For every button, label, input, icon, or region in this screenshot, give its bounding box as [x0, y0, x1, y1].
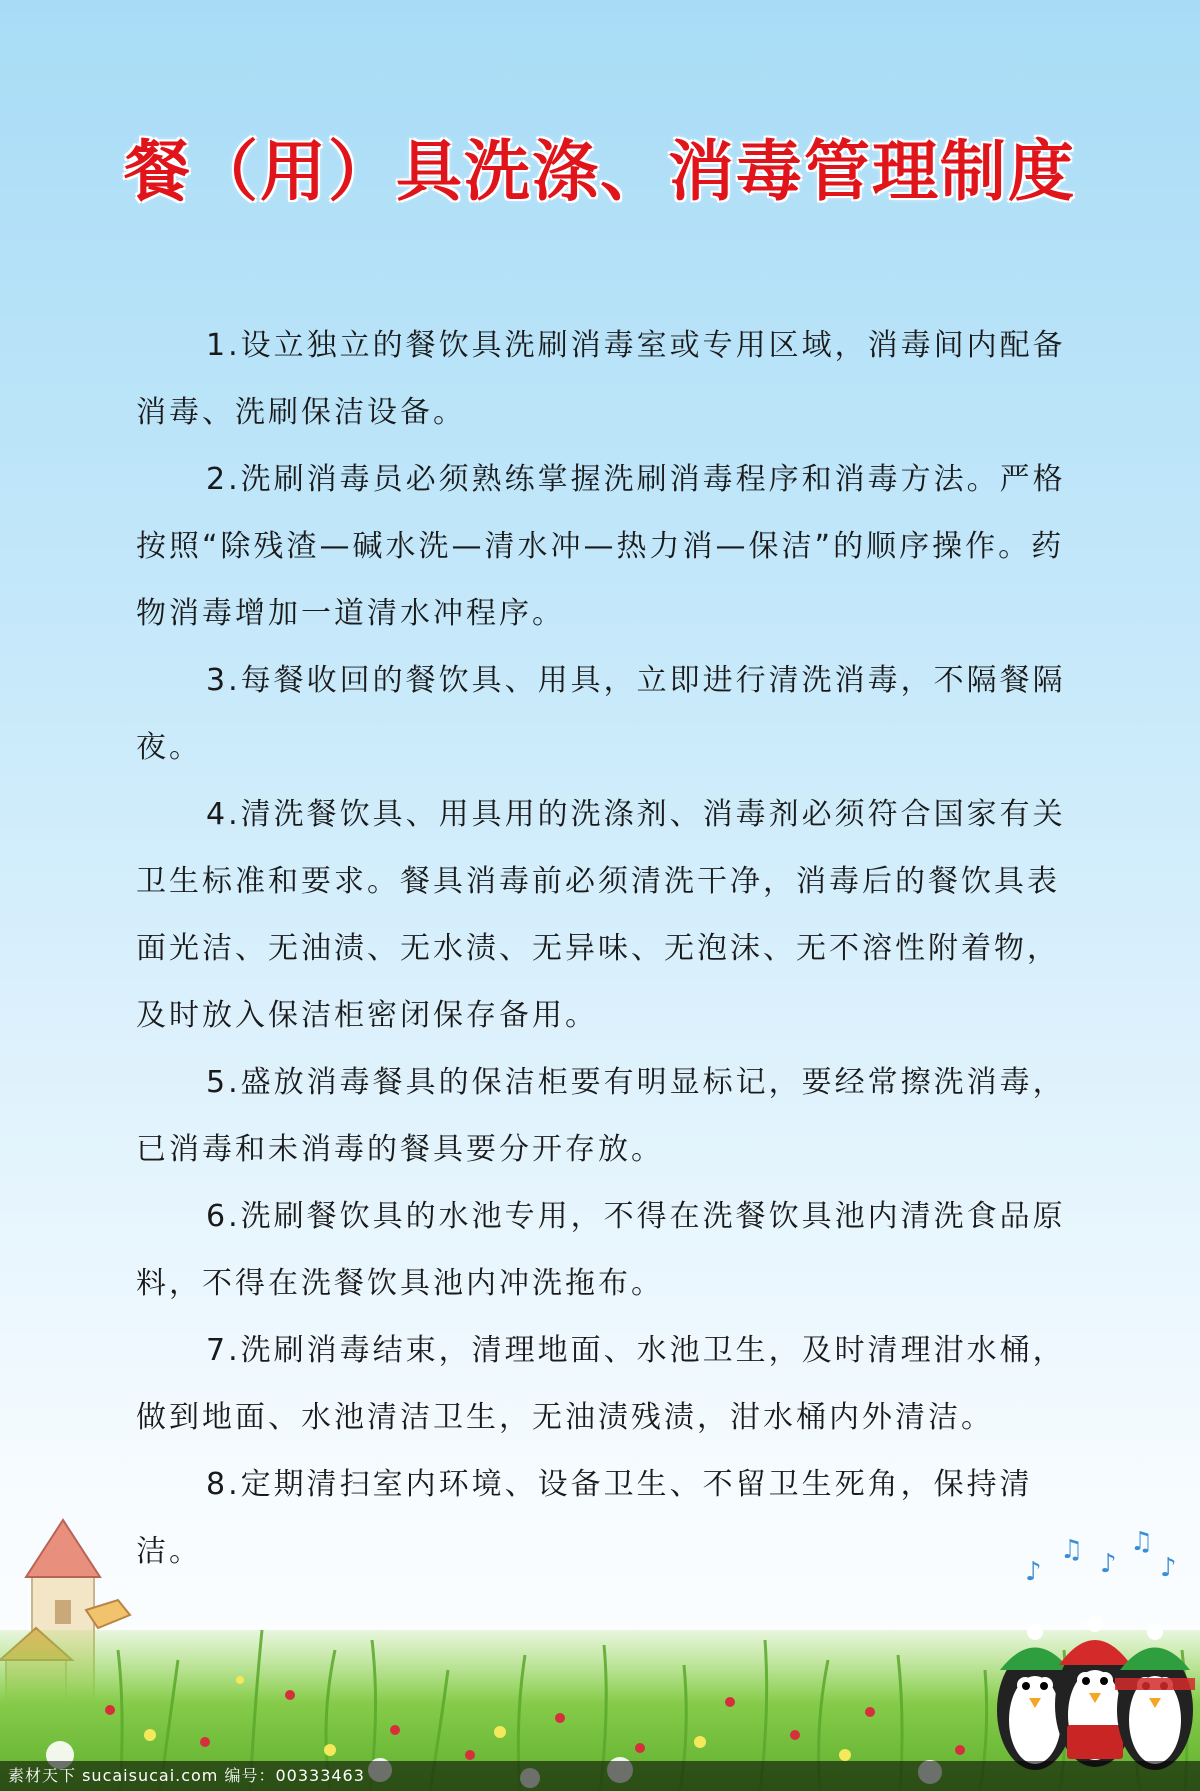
svg-text:♪: ♪ [1100, 1549, 1117, 1579]
rule-item: 7.洗刷消毒结束，清理地面、水池卫生，及时清理泔水桶，做到地面、水池清洁卫生，无油渍残渍，泔水桶内外清洁。 [136, 1333, 1066, 1435]
rule-item: 8.定期清扫室内环境、设备卫生、不留卫生死角，保持清洁。 [136, 1467, 1033, 1569]
rule-item: 5.盛放消毒餐具的保洁柜要有明显标记，要经常擦洗消毒，已消毒和未消毒的餐具要分开存放。 [136, 1065, 1066, 1167]
svg-text:♫: ♫ [1130, 1527, 1154, 1557]
page-title: 餐（用）具洗涤、消毒管理制度 [124, 132, 1076, 210]
watermark-bar: 素材天下 sucaisucai.com 编号：00333463 [0, 1761, 1200, 1791]
svg-text:♫: ♫ [1060, 1535, 1084, 1565]
svg-text:♪: ♪ [1025, 1557, 1042, 1587]
rules-list [136, 312, 1066, 1585]
rule-item: 4.清洗餐饮具、用具用的洗涤剂、消毒剂必须符合国家有关卫生标准和要求。餐具消毒前必须清洗干净，消毒后的餐饮具表面光洁、无油渍、无水渍、无异味、无泡沫、无不溶性附着物，及时放入保洁柜密闭保存备用。 [136, 797, 1066, 1033]
rule-item: 1.设立独立的餐饮具洗刷消毒室或专用区域，消毒间内配备消毒、洗刷保洁设备。 [136, 328, 1066, 430]
rule-item: 6.洗刷餐饮具的水池专用，不得在洗餐饮具池内清洗食品原料，不得在洗餐饮具池内冲洗拖布。 [136, 1199, 1066, 1301]
music-notes-icon [1025, 1527, 1177, 1587]
rule-item: 2.洗刷消毒员必须熟练掌握洗刷消毒程序和消毒方法。严格按照“除残渣—碱水洗—清水冲—热力消—保洁”的顺序操作。药物消毒增加一道清水冲程序。 [136, 462, 1066, 631]
rule-item: 3.每餐收回的餐饮具、用具，立即进行清洗消毒，不隔餐隔夜。 [136, 663, 1066, 765]
meadow-illustration [0, 1480, 1200, 1791]
svg-text:♪: ♪ [1160, 1553, 1177, 1583]
